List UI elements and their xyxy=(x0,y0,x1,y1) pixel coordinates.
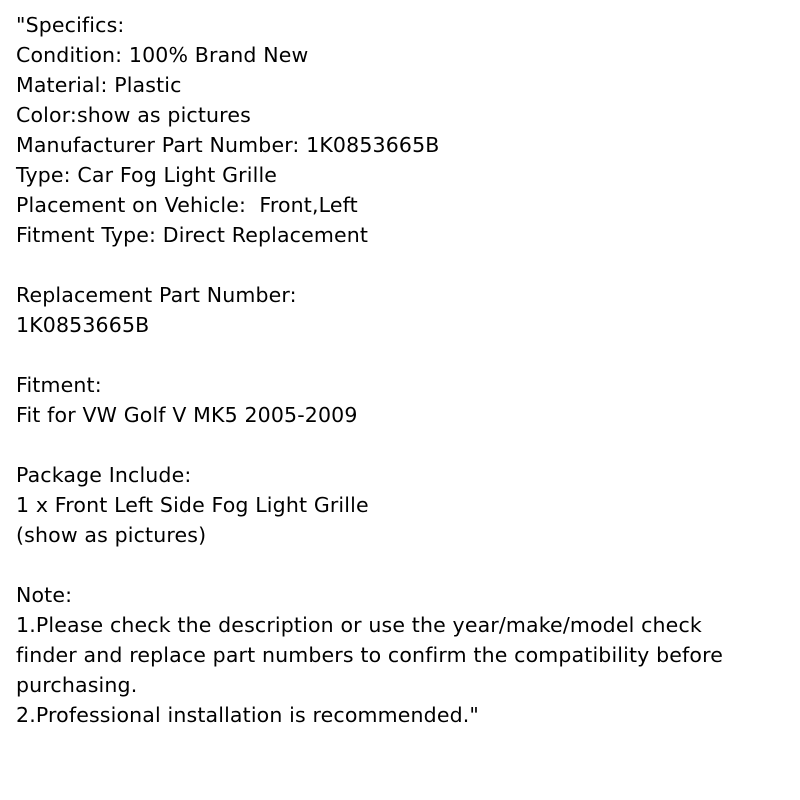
package-note: (show as pictures) xyxy=(16,523,207,547)
fitment-type-line: Fitment Type: Direct Replacement xyxy=(16,223,369,247)
spacer xyxy=(16,250,786,280)
fitment-heading: Fitment: xyxy=(16,373,102,397)
note-line-1c: purchasing. xyxy=(16,673,138,697)
color-line: Color:show as pictures xyxy=(16,103,251,127)
type-line: Type: Car Fog Light Grille xyxy=(16,163,278,187)
replacement-heading: Replacement Part Number: xyxy=(16,283,297,307)
fitment-value: Fit for VW Golf V MK5 2005-2009 xyxy=(16,403,358,427)
manufacturer-part-number-line: Manufacturer Part Number: 1K0853665B xyxy=(16,133,440,157)
note-line-1b: finder and replace part numbers to confirm the compatibility before xyxy=(16,643,724,667)
package-item: 1 x Front Left Side Fog Light Grille xyxy=(16,493,369,517)
spacer xyxy=(16,430,786,460)
condition-line: Condition: 100% Brand New xyxy=(16,43,309,67)
spacer xyxy=(16,340,786,370)
product-description xyxy=(16,10,786,730)
placement-line: Placement on Vehicle: Front,Left xyxy=(16,193,358,217)
package-heading: Package Include: xyxy=(16,463,192,487)
note-line-1a: 1.Please check the description or use the year/make/model check xyxy=(16,613,702,637)
note-line-2: 2.Professional installation is recommended." xyxy=(16,703,480,727)
replacement-value: 1K0853665B xyxy=(16,313,150,337)
material-line: Material: Plastic xyxy=(16,73,182,97)
note-heading: Note: xyxy=(16,583,73,607)
spacer xyxy=(16,550,786,580)
specifics-heading: "Specifics: xyxy=(16,13,125,37)
